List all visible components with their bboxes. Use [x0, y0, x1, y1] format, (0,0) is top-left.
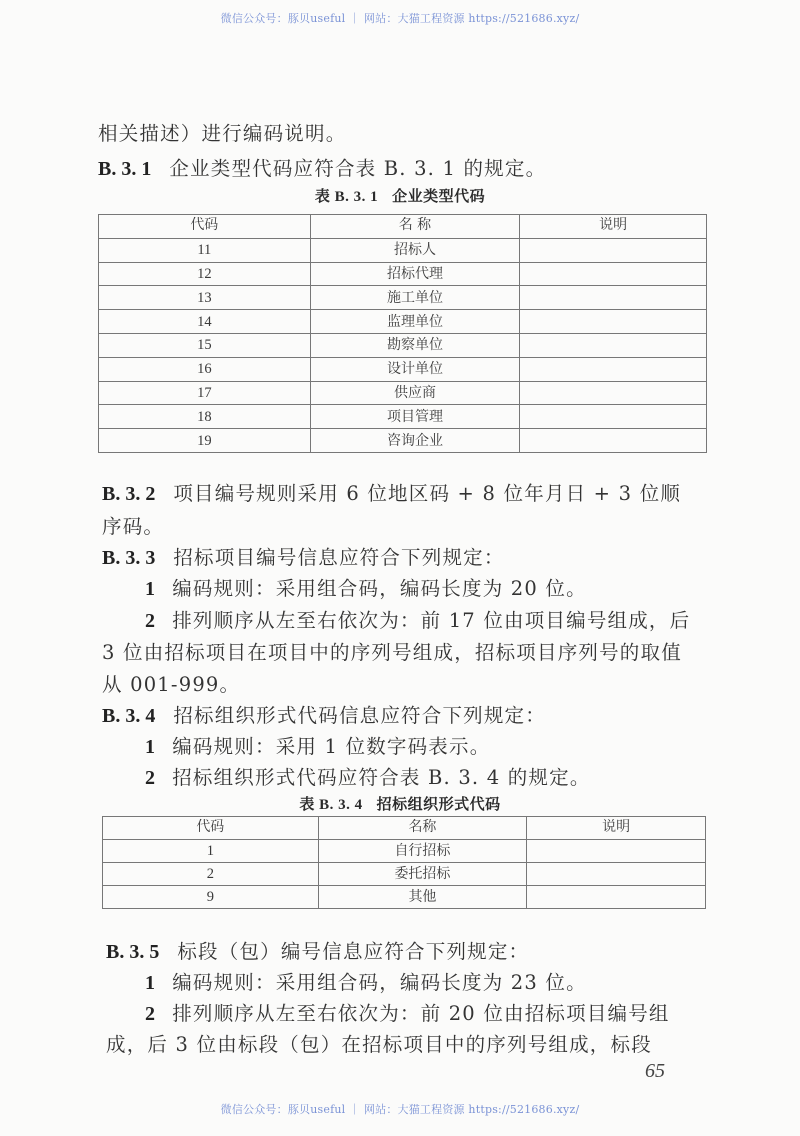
clause-b35-item-2	[145, 998, 670, 1026]
table2-caption	[0, 793, 800, 814]
item-number: 2	[145, 610, 157, 632]
cell-name: 项目管理	[310, 405, 520, 429]
cell-note	[520, 429, 707, 453]
cell-code: 9	[103, 885, 319, 908]
clause-text: 招标组织形式代码信息应符合下列规定：	[173, 704, 546, 727]
header-note: 说明	[527, 817, 706, 840]
cell-name: 委托招标	[318, 862, 527, 885]
header-name: 名 称	[310, 215, 520, 239]
clause-b33-item-2-line-2: 3 位由招标项目在项目中的序列号组成，招标项目序列号的取值	[102, 641, 682, 664]
cell-note	[520, 238, 707, 262]
table-row	[99, 286, 707, 310]
cell-code: 13	[99, 286, 311, 310]
header-name: 名称	[318, 817, 527, 840]
cell-code: 12	[99, 262, 311, 286]
cell-name: 其他	[318, 885, 527, 908]
clause-b35-item-2-line-2: 成，后 3 位由标段（包）在招标项目中的序列号组成，标段	[106, 1033, 652, 1056]
intro-line: 相关描述）进行编码说明。	[98, 122, 347, 145]
cell-code: 14	[99, 310, 311, 334]
table-header-row	[99, 215, 707, 239]
cell-note	[520, 381, 707, 405]
item-text: 编码规则：采用组合码，编码长度为 23 位。	[172, 971, 587, 994]
table-row	[99, 333, 707, 357]
item-number: 1	[145, 736, 157, 758]
cell-code: 2	[103, 862, 319, 885]
clause-number: B. 3. 5	[106, 941, 160, 963]
header-note: 说明	[520, 215, 707, 239]
table-row	[99, 262, 707, 286]
watermark-top: 微信公众号：豚贝useful ｜ 网站：大猫工程资源 https://521686.xyz/	[220, 12, 580, 25]
clause-number: B. 3. 3	[102, 547, 156, 569]
cell-name: 设计单位	[310, 357, 520, 381]
item-number: 1	[145, 972, 157, 994]
cell-code: 17	[99, 381, 311, 405]
caption-number: 表 B. 3. 4	[299, 797, 363, 813]
clause-b33-item-2-line-3: 从 001-999。	[102, 673, 241, 696]
table-header-row	[103, 817, 706, 840]
item-text: 排列顺序从左至右依次为：前 20 位由招标项目编号组	[172, 1002, 670, 1025]
cell-code: 11	[99, 238, 311, 262]
clause-text: 项目编号规则采用 6 位地区码 + 8 位年月日 + 3 位顺	[173, 482, 682, 505]
tender-organization-code-table	[102, 816, 706, 909]
table-row	[99, 405, 707, 429]
clause-number: B. 3. 1	[98, 158, 152, 180]
enterprise-type-code-table	[98, 214, 707, 453]
caption-title: 招标组织形式代码	[376, 795, 501, 813]
clause-number: B. 3. 4	[102, 705, 156, 727]
table-row	[99, 429, 707, 453]
cell-note	[520, 310, 707, 334]
item-number: 2	[145, 767, 157, 789]
cell-note	[520, 357, 707, 381]
cell-name: 施工单位	[310, 286, 520, 310]
item-number: 2	[145, 1003, 157, 1025]
cell-code: 16	[99, 357, 311, 381]
cell-note	[527, 885, 706, 908]
cell-note	[527, 862, 706, 885]
table-row	[99, 357, 707, 381]
item-text: 编码规则：采用组合码，编码长度为 20 位。	[172, 577, 587, 600]
cell-code: 15	[99, 333, 311, 357]
cell-note	[520, 333, 707, 357]
clause-b33	[102, 542, 505, 570]
cell-code: 1	[103, 839, 319, 862]
item-text: 编码规则：采用 1 位数字码表示。	[172, 735, 491, 758]
clause-b31	[98, 153, 546, 181]
cell-name: 招标代理	[310, 262, 520, 286]
clause-b34-item-1	[145, 731, 490, 759]
header-code: 代码	[99, 215, 311, 239]
cell-note	[520, 262, 707, 286]
table-row	[99, 238, 707, 262]
clause-number: B. 3. 2	[102, 483, 156, 505]
clause-b34	[102, 700, 546, 728]
clause-b33-item-2	[145, 605, 690, 633]
table-row	[103, 885, 706, 908]
clause-b32-continuation: 序码。	[102, 515, 165, 538]
clause-text: 企业类型代码应符合表 B. 3. 1 的规定。	[169, 157, 547, 180]
clause-b35	[106, 936, 529, 964]
clause-text: 招标项目编号信息应符合下列规定：	[173, 546, 505, 569]
cell-name: 监理单位	[310, 310, 520, 334]
clause-text: 标段（包）编号信息应符合下列规定：	[177, 940, 530, 963]
cell-note	[520, 405, 707, 429]
item-number: 1	[145, 578, 157, 600]
clause-b33-item-1	[145, 573, 587, 601]
item-text: 排列顺序从左至右依次为：前 17 位由项目编号组成，后	[172, 609, 691, 632]
cell-code: 19	[99, 429, 311, 453]
cell-name: 自行招标	[318, 839, 527, 862]
clause-b34-item-2	[145, 762, 591, 790]
caption-title: 企业类型代码	[392, 187, 486, 205]
table-row	[103, 839, 706, 862]
table-row	[99, 310, 707, 334]
cell-note	[527, 839, 706, 862]
clause-b32	[102, 478, 681, 506]
item-text: 招标组织形式代码应符合表 B. 3. 4 的规定。	[172, 766, 591, 789]
cell-name: 勘察单位	[310, 333, 520, 357]
cell-name: 咨询企业	[310, 429, 520, 453]
cell-name: 供应商	[310, 381, 520, 405]
table1-caption	[0, 185, 800, 206]
table-row	[103, 862, 706, 885]
caption-number: 表 B. 3. 1	[314, 189, 379, 205]
page-number: 65	[645, 1060, 665, 1082]
cell-note	[520, 286, 707, 310]
watermark-bottom: 微信公众号：豚贝useful ｜ 网站：大猫工程资源 https://521686.xyz/	[220, 1103, 580, 1116]
cell-name: 招标人	[310, 238, 520, 262]
header-code: 代码	[103, 817, 319, 840]
table-row	[99, 381, 707, 405]
clause-b35-item-1	[145, 967, 587, 995]
cell-code: 18	[99, 405, 311, 429]
